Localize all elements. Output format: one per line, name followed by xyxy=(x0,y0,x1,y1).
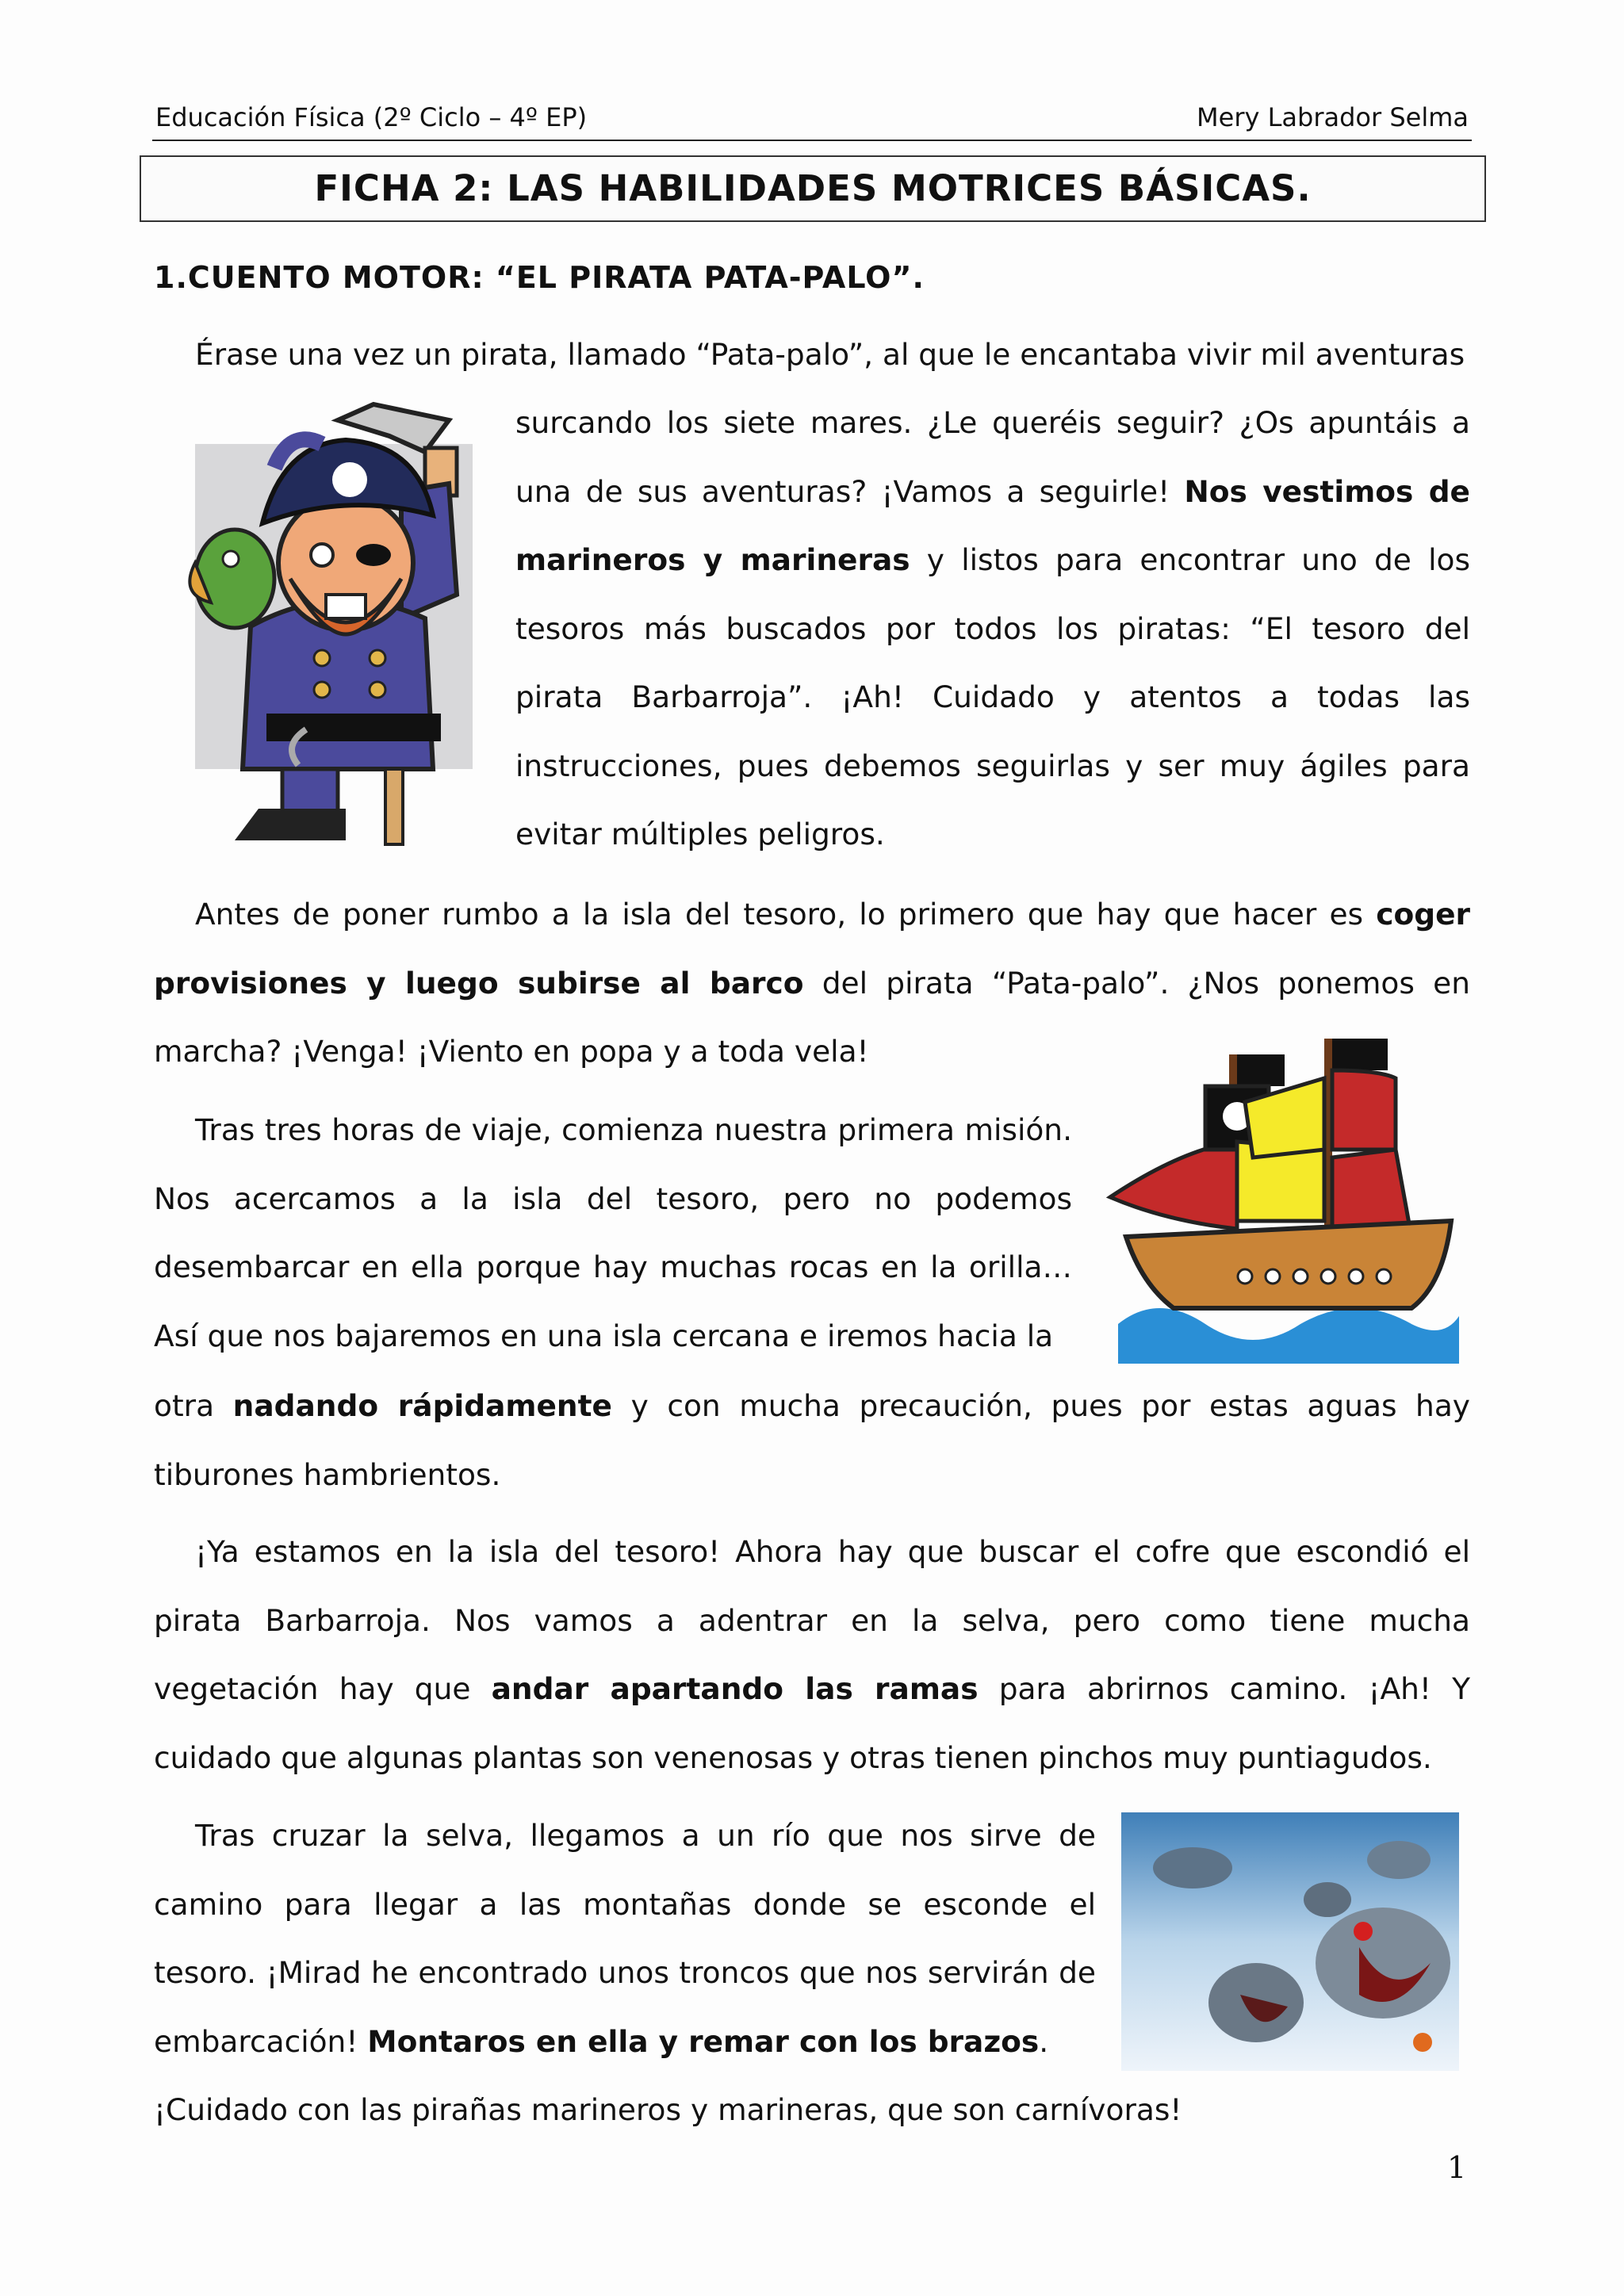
p3-bold-swimming: nadando rápidamente xyxy=(232,1388,612,1423)
paragraph-3-continuation xyxy=(154,1372,1470,1509)
piranhas-photo xyxy=(1121,1812,1459,2071)
paragraph-5-body xyxy=(154,1801,1096,2076)
paragraph-1-body xyxy=(515,388,1470,869)
section-label: CUENTO MOTOR: “EL PIRATA PATA-PALO”. xyxy=(187,260,925,295)
worksheet-title: FICHA 2: LAS HABILIDADES MOTRICES BÁSICAS. xyxy=(140,155,1486,222)
paragraph-5-last-line: ¡Cuidado con las pirañas marineros y marineras, que son carnívoras! xyxy=(154,2092,1182,2127)
pirate-ship-illustration xyxy=(1094,1023,1467,1364)
p4-text-a: ¡Ya estamos en la isla del tesoro! Ahora hay que buscar el cofre que escondió el pirata Barbarroja. Nos vamos a adentrar en la selva, pero como tiene mucha vegetación hay que xyxy=(154,1534,1470,1706)
p2-text-a: Antes de poner rumbo a la isla del tesoro, lo primero que hay que hacer es xyxy=(195,897,1377,932)
p3-text-c: y con mucha precaución, pues por estas aguas hay tiburones hambrientos. xyxy=(154,1388,1470,1492)
p4-bold-branches: andar apartando las ramas xyxy=(491,1671,979,1706)
header-subject: Educación Física (2º Ciclo – 4º EP) xyxy=(155,102,588,132)
section-heading xyxy=(154,254,925,301)
page-header xyxy=(152,100,1472,141)
p3-text-pre: otra xyxy=(154,1388,233,1423)
pirate-illustration xyxy=(187,396,488,856)
p2-bold-provisions: coger provisiones y luego subirse al barco xyxy=(154,897,1470,1001)
paragraph-4 xyxy=(154,1517,1470,1792)
p2-text-c: del pirata “Pata-palo”. ¿Nos ponemos en marcha? ¡Venga! ¡Viento en popa y a toda vela! xyxy=(154,965,1471,1069)
paragraph-1-first-line: Érase una vez un pirata, llamado “Pata-palo”, al que le encantaba vivir mil aventuras xyxy=(195,337,1465,372)
p5-bold-rowing: Montaros en ella y remar con los brazos xyxy=(367,2023,1040,2059)
p1-text-c: y listos para encontrar uno de los tesoros más buscados por todos los piratas: “El tesoro del pirata Barbarroja”. ¡Ah! Cuidado y atentos a todas las instrucciones, pues debemos seguirlas y ser muy ágiles para evitar múltiples peligros. xyxy=(515,542,1471,851)
p5-text-c: . xyxy=(1039,2023,1049,2059)
section-number: 1. xyxy=(154,260,188,295)
p1-bold-dress-up: Nos vestimos de marineros y marineras xyxy=(515,473,1470,577)
p5-text-a: Tras cruzar la selva, llegamos a un río que nos sirve de camino para llegar a las montañas donde se esconde el tesoro. ¡Mirad he encontrado unos troncos que nos servirán de embarcación! xyxy=(154,1818,1096,2059)
p4-text-c: para abrirnos camino. ¡Ah! Y cuidado que algunas plantas son venenosas y otras tienen pinchos muy puntiagudos. xyxy=(154,1671,1470,1775)
p1-text-a: surcando los siete mares. ¿Le queréis seguir? ¿Os apuntáis a una de sus aventuras? ¡Vamos a seguirle! xyxy=(515,405,1470,509)
paragraph-3-body: Tras tres horas de viaje, comienza nuestra primera misión. Nos acercamos a la isla del tesoro, pero no podemos desembarcar en ella porque hay muchas rocas en la orilla… Así que nos bajaremos en una isla cercana e iremos hacia la xyxy=(154,1112,1072,1353)
header-author: Mery Labrador Selma xyxy=(1197,102,1469,132)
page-number: 1 xyxy=(1447,2150,1467,2185)
